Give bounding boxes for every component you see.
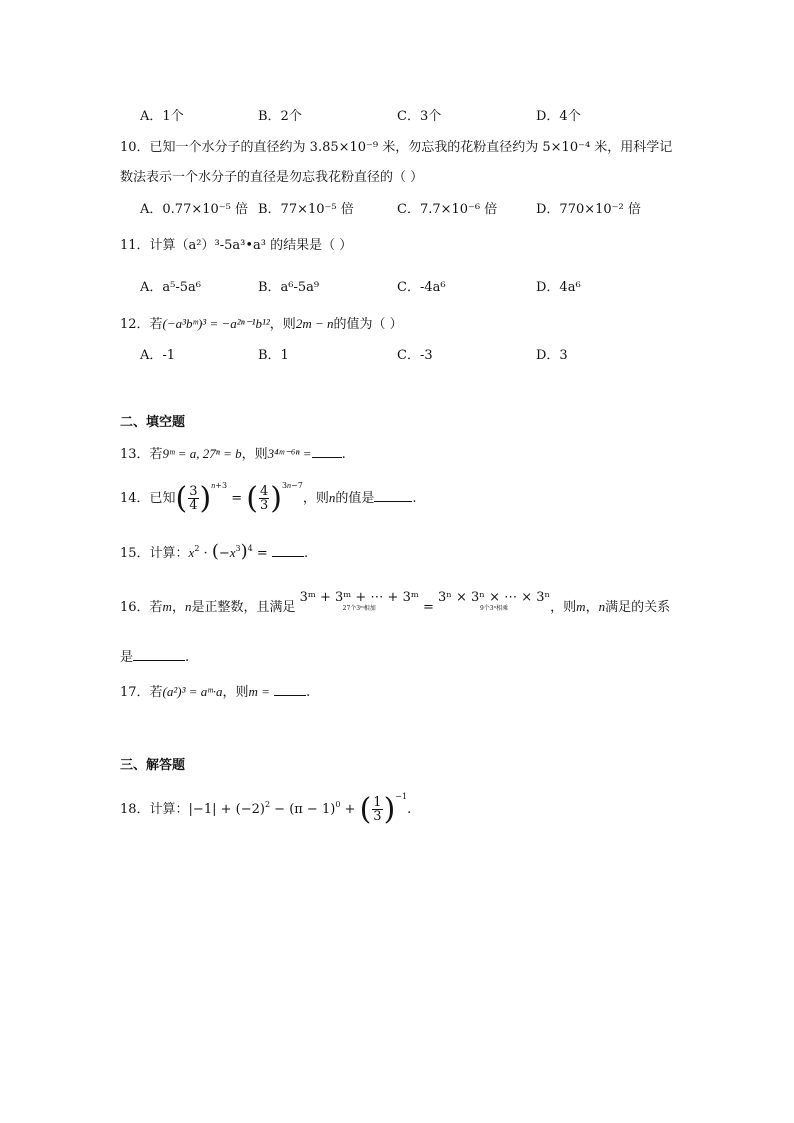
q12-option-d: D．3 (536, 348, 568, 363)
q16-answer-blank[interactable] (133, 650, 185, 661)
q16-stem-line2: 是 . (120, 650, 190, 665)
q14-end: . (412, 491, 417, 506)
q17-prefix: 17．若 (120, 685, 163, 700)
q17-end: . (306, 685, 311, 700)
q11-option-b: B．a⁶-5a⁹ (258, 280, 320, 295)
q10-option-b: B．77×10⁻⁵ 倍 (258, 202, 354, 217)
q13-end: . (341, 447, 346, 462)
q12-prefix: 12．若 (120, 317, 163, 332)
q18-end: . (407, 802, 412, 817)
q13-expression: 9ᵐ = a, 27ⁿ = b (162, 446, 242, 461)
q18-prefix: 18．计算： (120, 802, 189, 817)
section-fill-in-heading: 二、填空题 (120, 415, 186, 430)
q17-answer-blank[interactable] (274, 685, 306, 696)
q13-prefix: 13．若 (120, 447, 163, 462)
q12-option-a: A．-1 (140, 348, 176, 363)
q12-option-c: C．-3 (397, 348, 433, 363)
q10-option-a: A．0.77×10⁻⁵ 倍 (140, 202, 248, 217)
q15-stem: 15．计算：$x^2 \cdot (-x^3)^4$ = . (120, 541, 309, 562)
q16-stem: 16．若m，n是正整数，且满足 3ᵐ + 3ᵐ + ⋯ + 3ᵐ 27个3ᵐ相加 = 3ⁿ × 3ⁿ × ⋯ × 3ⁿ 9个3ⁿ相乘 ，则m，n满足的关系 (120, 589, 671, 615)
q17-stem (120, 681, 310, 700)
q10-option-c: C．7.7×10⁻⁶ 倍 (397, 202, 498, 217)
q14-var-n: n (328, 490, 336, 505)
q16-tail: 满足的关系 (605, 600, 671, 615)
q14-stem: 14．已知( $\frac{3}{4}$ )$^{n+3}$ = ( $\frac{4}{3}$ )$^{3n-7}$，则n的值是 . (120, 481, 417, 516)
q13-stem (120, 443, 346, 462)
q12-expression: (−a³bᵐ)³ = −a²ⁿ⁻¹b¹² (162, 316, 270, 331)
q14-answer-blank[interactable] (374, 491, 412, 502)
q11-option-d: D．4a⁶ (536, 280, 581, 295)
q11-option-c: C．-4a⁶ (397, 280, 446, 295)
q15-end: . (303, 546, 309, 561)
q11-stem: 11．计算（a²）³-5a³•a³ 的结果是（ ） (120, 238, 353, 253)
q13-expression-2: 3⁴ᵐ⁻⁶ⁿ = (267, 446, 312, 461)
q16-var-n: n (184, 599, 192, 614)
q16-var-m: m (162, 599, 172, 614)
q14-mid: ，则 (302, 491, 329, 506)
q11-option-a: A．a⁵-5a⁶ (140, 280, 201, 295)
q12-expression-2: 2m − n (295, 316, 334, 331)
q18-stem: 18．计算：$|-1| + (-2)^2 - (\pi - 1)^0$ + ( $\frac{1}{3}$ )$^{-1}$. (120, 792, 412, 827)
q17-expression: (a²)³ = aᵐ·a (162, 684, 223, 699)
q16-after: ，则 (550, 600, 577, 615)
q10-stem-line1: 10．已知一个水分子的直径约为 3.85×10⁻⁹ 米，勿忘我的花粉直径约为 5×10⁻⁴ 米，用科学记 (120, 140, 673, 155)
q9-option-b: B．2个 (258, 109, 302, 124)
q16-mid: 是正整数，且满足 (191, 600, 296, 615)
q13-mid: ，则 (241, 447, 268, 462)
q12-tail: 的值为（ ） (333, 317, 403, 332)
q9-option-c: C．3个 (397, 109, 442, 124)
q10-stem-line2: 数法表示一个水分子的直径是勿忘我花粉直径的（ ） (120, 170, 424, 185)
q15-prefix: 15．计算： (120, 546, 189, 561)
q12-stem (120, 313, 403, 332)
q17-mid: ，则 (222, 685, 249, 700)
q13-answer-blank[interactable] (312, 447, 342, 458)
q9-option-d: D．4个 (536, 109, 581, 124)
q17-expression-2: m = (248, 684, 270, 699)
q15-answer-blank[interactable] (272, 546, 304, 557)
q14-tail: 的值是 (335, 491, 375, 506)
q10-option-d: D．770×10⁻² 倍 (536, 202, 641, 217)
q12-suffix: ，则 (269, 317, 296, 332)
q16-lhs-sum: 3ᵐ + 3ᵐ + ⋯ + 3ᵐ 27个3ᵐ相加 (299, 589, 419, 612)
q12-option-b: B．1 (258, 348, 289, 363)
q9-option-a: A．1个 (140, 109, 184, 124)
section-solve-heading: 三、解答题 (120, 758, 186, 773)
q14-prefix: 14．已知 (120, 491, 176, 506)
q16-rhs-product: 3ⁿ × 3ⁿ × ⋯ × 3ⁿ 9个3ⁿ相乘 (437, 589, 551, 612)
q16-prefix: 16．若 (120, 600, 163, 615)
